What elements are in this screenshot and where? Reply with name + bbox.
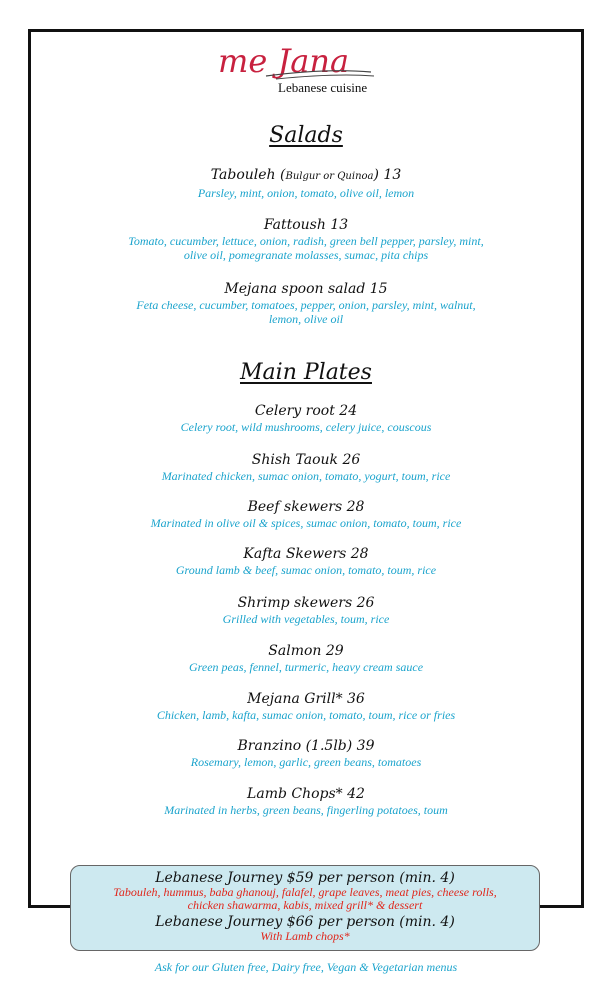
item-desc: Chicken, lamb, kafta, sumac onion, tomato, toum, rice or fries	[156, 708, 456, 722]
menu-item	[0, 498, 612, 530]
journey-desc-2: With Lamb chops*	[260, 929, 350, 943]
item-name: Shish Taouk 26	[251, 452, 361, 468]
item-desc: Marinated chicken, sumac onion, tomato, yogurt, toum, rice	[161, 469, 451, 483]
item-desc: Marinated in olive oil & spices, sumac onion, tomato, toum, rice	[150, 516, 462, 530]
menu-item	[0, 216, 612, 262]
menu-item	[0, 451, 612, 483]
item-desc: Parsley, mint, onion, tomato, olive oil, lemon	[197, 186, 415, 200]
item-desc: Green peas, fennel, turmeric, heavy cream sauce	[188, 660, 424, 674]
item-desc: Rosemary, lemon, garlic, green beans, tomatoes	[190, 755, 422, 769]
item-name: Branzino (1.5lb) 39	[237, 738, 375, 754]
salads-title: Salads	[269, 123, 343, 148]
item-note: Bulgur or Quinoa	[285, 171, 374, 182]
footer-note: Ask for our Gluten free, Dairy free, Vegan & Vegetarian menus	[154, 960, 458, 974]
item-name: Salmon 29	[268, 643, 344, 659]
item-name: Beef skewers 28	[247, 499, 365, 515]
journey-title-1: Lebanese Journey $59 per person (min. 4)	[155, 870, 455, 886]
lebanese-journey-box	[70, 865, 540, 951]
logo	[0, 38, 612, 98]
menu-item	[0, 166, 612, 200]
logo-brand: me Jana	[218, 42, 350, 80]
item-name: Kafta Skewers 28	[243, 546, 369, 562]
item-name: Mejana spoon salad 15	[224, 281, 388, 297]
journey-title-2: Lebanese Journey $66 per person (min. 4)	[155, 914, 455, 930]
item-name: Shrimp skewers 26	[237, 595, 375, 611]
menu-item	[0, 642, 612, 674]
item-desc: Marinated in herbs, green beans, fingerling potatoes, toum	[164, 803, 448, 817]
menu-item	[0, 785, 612, 817]
logo-tagline: Lebanese cuisine	[278, 80, 368, 95]
item-desc: Grilled with vegetables, toum, rice	[222, 612, 390, 626]
menu-item	[0, 690, 612, 722]
menu-item	[0, 737, 612, 769]
main-plates-title: Main Plates	[240, 360, 372, 385]
menu-item	[0, 545, 612, 577]
item-desc: Tomato, cucumber, lettuce, onion, radish, green bell pepper, parsley, mint, olive oil, pomegranate molasses, sumac, pita chips	[128, 234, 484, 262]
item-desc: Feta cheese, cucumber, tomatoes, pepper, onion, parsley, mint, walnut, lemon, olive oil	[136, 298, 476, 326]
journey-desc-1: Tabouleh, hummus, baba ghanouj, falafel, grape leaves, meat pies, cheese rolls, chicken shawarma, kabis, mixed grill* & dessert	[113, 885, 497, 912]
item-name: Tabouleh (Bulgur or Quinoa) 13	[210, 167, 402, 183]
item-desc: Celery root, wild mushrooms, celery juice, couscous	[180, 420, 432, 434]
menu-item	[0, 594, 612, 626]
item-desc: Ground lamb & beef, sumac onion, tomato, toum, rice	[175, 563, 437, 577]
item-name: Lamb Chops* 42	[247, 786, 365, 802]
item-name: Fattoush 13	[263, 217, 349, 233]
item-name: Celery root 24	[254, 403, 358, 419]
menu-item	[0, 402, 612, 434]
menu-item	[0, 280, 612, 326]
item-name: Mejana Grill* 36	[247, 691, 365, 707]
